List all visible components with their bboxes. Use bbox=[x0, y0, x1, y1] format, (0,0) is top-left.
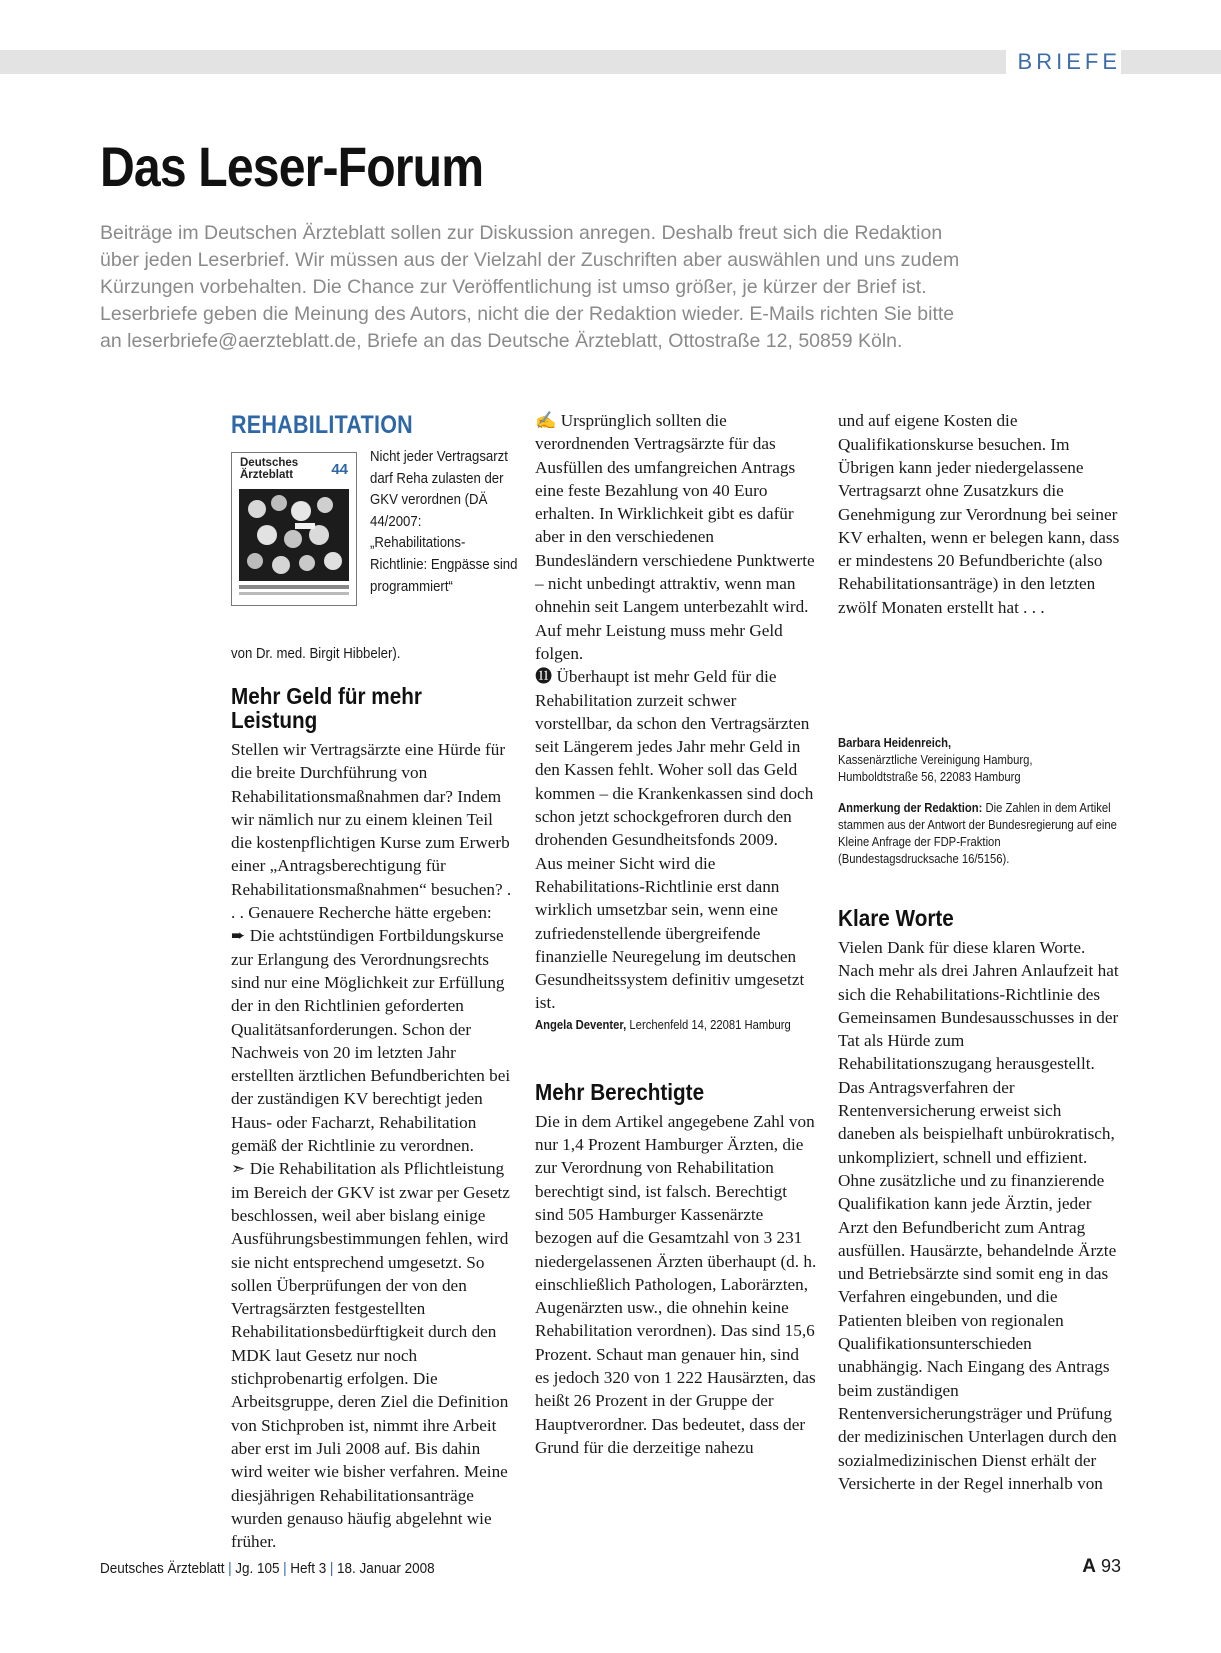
letter-headline: Mehr Berechtigte bbox=[535, 1078, 705, 1105]
teaser-author: von Dr. med. Birgit Hibbeler). bbox=[231, 645, 401, 662]
teaser-text: Nicht jeder Vertragsarzt darf Reha zulasten der GKV verordnen (DÄ 44/2007: „Rehabilitations-Richtlinie: Engpässe sind programmiert“ bbox=[370, 448, 518, 595]
column-2 bbox=[535, 409, 817, 1460]
page-number-value: 93 bbox=[1100, 1556, 1121, 1576]
cover-masthead: Deutsches Ärzteblatt bbox=[240, 457, 299, 481]
author-organization: Kassenärztliche Vereinigung Hamburg, bbox=[838, 753, 1033, 767]
paragraph: Stellen wir Vertragsärzte eine Hürde für die breite Durchführung von Rehabilitationsmaßnahmen dar? Indem wir nämlich nur zu einem kleinen Teil die kostenpflichtigen Kurse zum Erwerb einer „Antragsberechtigung für Rehabilitationsmaßnahmen“ besuchen? . . . Genauere Recherche hätte ergeben: bbox=[231, 740, 512, 923]
paragraph: ➨ Die achtstündigen Fortbildungskurse zur Erlangung des Verordnungsrechts sind nur eine Möglichkeit zur Erfüllung der in den Richtlinien geforderten Qualitätsanforderungen. Schon der Nachweis von 20 im letzten Jahr erstellten ärztlichen Befundberichten bei der zuständigen KV berechtigt jeden Haus- oder Facharzt, Rehabilitation gemäß der Richtlinie zu verordnen. bbox=[231, 926, 511, 1156]
letter-signature bbox=[535, 1017, 814, 1034]
letter-headline: Mehr Geld für mehr Leistung bbox=[231, 683, 422, 733]
editorial-note-text: Die Zahlen in dem Artikel stammen aus der Antwort der Bundesregierung auf eine Kleine Anfrage der FDP-Fraktion (Bundestagsdrucksache 16/5156). bbox=[838, 801, 1117, 866]
paragraph: Aus meiner Sicht wird die Rehabilitations-Richtlinie erst dann wirklich umsetzbar sein, wenn eine zufriedenstellende übergreifende finanzielle Neuregelung im deutschen Gesundheitssystem definitiv umgesetzt ist. bbox=[535, 853, 805, 1013]
paragraph: ➣ Die Rehabilitation als Pflichtleistung im Bereich der GKV ist zwar per Gesetz beschlossen, weil aber bislang einige Ausführungsbestimmungen fehlen, wird sie nicht entsprechend umgesetzt. So sollen Überprüfungen der von den Vertragsärzten festgestellten Rehabilitationsbedürftigkeit durch den MDK laut Gesetz nur noch stichprobenartig erfolgen. Die Arbeitsgruppe, deren Ziel die Definition von Stichproben ist, nimmt ihre Arbeit aber erst im Juli 2008 auf. Bis dahin wird weiter wie bisher verfahren. Meine diesjährigen Rehabilitationsanträge wurden genauso häufig abgelehnt wie früher. bbox=[231, 1159, 510, 1552]
author-address: Lerchenfeld 14, 22081 Hamburg bbox=[629, 1017, 791, 1032]
footer-journal: Deutsches Ärzteblatt bbox=[100, 1560, 225, 1577]
paragraph: Vielen Dank für diese klaren Worte. Nach mehr als drei Jahren Anlaufzeit hat sich die Rehabilitations-Richtlinie des Gemeinsamen Bundesausschusses in der Tat als Hürde zum Rehabilitationszugang herausgestellt. Das Antragsverfahren der Rentenversicherung erweist sich daneben als beispielhaft unbürokratisch, unkompliziert, schnell und effizient. Ohne zusätzliche und zu finanzierende Qualifikation kann jede Ärztin, jeder Arzt den Befundbericht zum Antrag ausfüllen. Hausärzte, behandelnde Ärzte und Betriebsärzte sind somit eng in das Verfahren eingebunden, und die Patienten bleiben von regionalen Qualifikationsunterschieden unabhängig. Nach Eingang des Antrags beim zuständigen Rentenversicherungsträger und Prüfung der medizinischen Unterlagen durch den sozialmedizinischen Dienst erhält der Versicherte in der Regel innerhalb von bbox=[838, 938, 1119, 1493]
cover-issue-number: 44 bbox=[331, 461, 348, 478]
page-number bbox=[1082, 1556, 1121, 1578]
letter-body bbox=[231, 738, 513, 1556]
intro-text: Beiträge im Deutschen Ärzteblatt sollen zur Diskussion anregen. Deshalb freut sich die Redaktion über jeden Leserbrief. Wir müssen aus der Vielzahl der Zuschriften aber auswählen und uns zudem Kürzungen vorbehalten. Die Chance zur Veröffentlichung ist umso größer, je kürzer der Brief ist. Leserbriefe geben die Meinung des Autors, nicht die der Redaktion wieder. E-Mails richten Sie bitte an leserbriefe@aerzteblatt.de, Briefe an das Deutsche Ärzteblatt, Ottostraße 12, 50859 Köln. bbox=[100, 222, 960, 352]
letter-body-continued bbox=[838, 409, 1120, 735]
letter-body bbox=[838, 936, 1120, 1496]
page-prefix: A bbox=[1082, 1556, 1096, 1577]
paragraph: ⓫ Überhaupt ist mehr Geld für die Rehabilitation zurzeit schwer vorstellbar, da schon den Vertragsärzten seit Längerem jedes Jahr mehr Geld in den Kassen fehlt. Woher soll das Geld kommen – die Krankenkassen sind doch schon jetzt schockgefroren durch den drohenden Gesundheitsfonds 2009. bbox=[535, 667, 814, 850]
letter-signature bbox=[838, 735, 1117, 786]
footer-separator: | bbox=[283, 1560, 287, 1577]
author-name: Barbara Heidenreich, bbox=[838, 736, 952, 750]
cover-photo bbox=[239, 489, 349, 581]
footer-citation bbox=[100, 1560, 435, 1577]
letter-headline: Klare Worte bbox=[838, 905, 954, 931]
footer-separator: | bbox=[329, 1560, 334, 1577]
footer-date: 18. Januar 2008 bbox=[337, 1560, 435, 1577]
paragraph: und auf eigene Kosten die Qualifikationskurse besuchen. Im Übrigen kann jeder niedergelassene Vertragsarzt ohne Zusatzkurs die Genehmigung zur Verordnung bei seiner KV erhalten, wenn er belegen kann, dass er mindestens 20 Befundberichte (also Rehabilitationsanträge) in den letzten zwölf Monaten erstellt hat . . . bbox=[838, 411, 1120, 617]
cover-caption-bar bbox=[239, 585, 349, 589]
section-label: BRIEFE bbox=[1006, 49, 1121, 75]
page-title: Das Leser-Forum bbox=[100, 135, 484, 198]
letter-body-continued bbox=[535, 409, 817, 1015]
author-address: Humboldtstraße 56, 22083 Hamburg bbox=[838, 770, 1021, 784]
footer-volume: Jg. 105 bbox=[235, 1560, 280, 1577]
rubric-heading: REHABILITATION bbox=[231, 411, 413, 439]
author-name: Angela Deventer, bbox=[535, 1017, 627, 1032]
editorial-note-label: Anmerkung der Redaktion: bbox=[838, 801, 983, 815]
article-reference bbox=[231, 446, 518, 662]
letter-body bbox=[535, 1110, 817, 1460]
footer-separator: | bbox=[228, 1560, 232, 1577]
cover-caption-bar-2 bbox=[239, 592, 349, 595]
column-1 bbox=[231, 410, 518, 1556]
footer-issue: Heft 3 bbox=[290, 1560, 327, 1577]
paragraph: ✍ Ursprünglich sollten die verordnenden Vertragsärzte für das Ausfüllen des umfangreichen Antrags eine feste Bezahlung von 40 Euro erhalten. In Wirklichkeit gibt es dafür aber in den verschiedenen Bundesländern verschiedene Punktwerte – nicht unbedingt attraktiv, wenn man ohnehin seit Langem unterbezahlt wird. Auf mehr Leistung muss mehr Geld folgen. bbox=[535, 411, 815, 663]
magazine-cover-thumbnail bbox=[231, 452, 357, 606]
column-3 bbox=[838, 409, 1120, 1496]
paragraph: Die in dem Artikel angegebene Zahl von nur 1,4 Prozent Hamburger Ärzten, die zur Verordnung von Rehabilitation berechtigt sind, ist falsch. Berechtigt sind 505 Hamburger Kassenärzte bezogen auf die Gesamtzahl von 3 231 niedergelassenen Ärzten überhaupt (d. h. einschließlich Pathologen, Laborärzten, Augenärzten usw., die ohnehin keine Rehabilitation verordnen). Das sind 15,6 Prozent. Schaut man genauer hin, sind es jedoch 320 von 1 222 Hausärzten, das heißt 26 Prozent in der Gruppe der Hauptverordner. Das bedeutet, dass der Grund für die derzeitige nahezu bbox=[535, 1111, 817, 1457]
editorial-note bbox=[838, 800, 1117, 868]
